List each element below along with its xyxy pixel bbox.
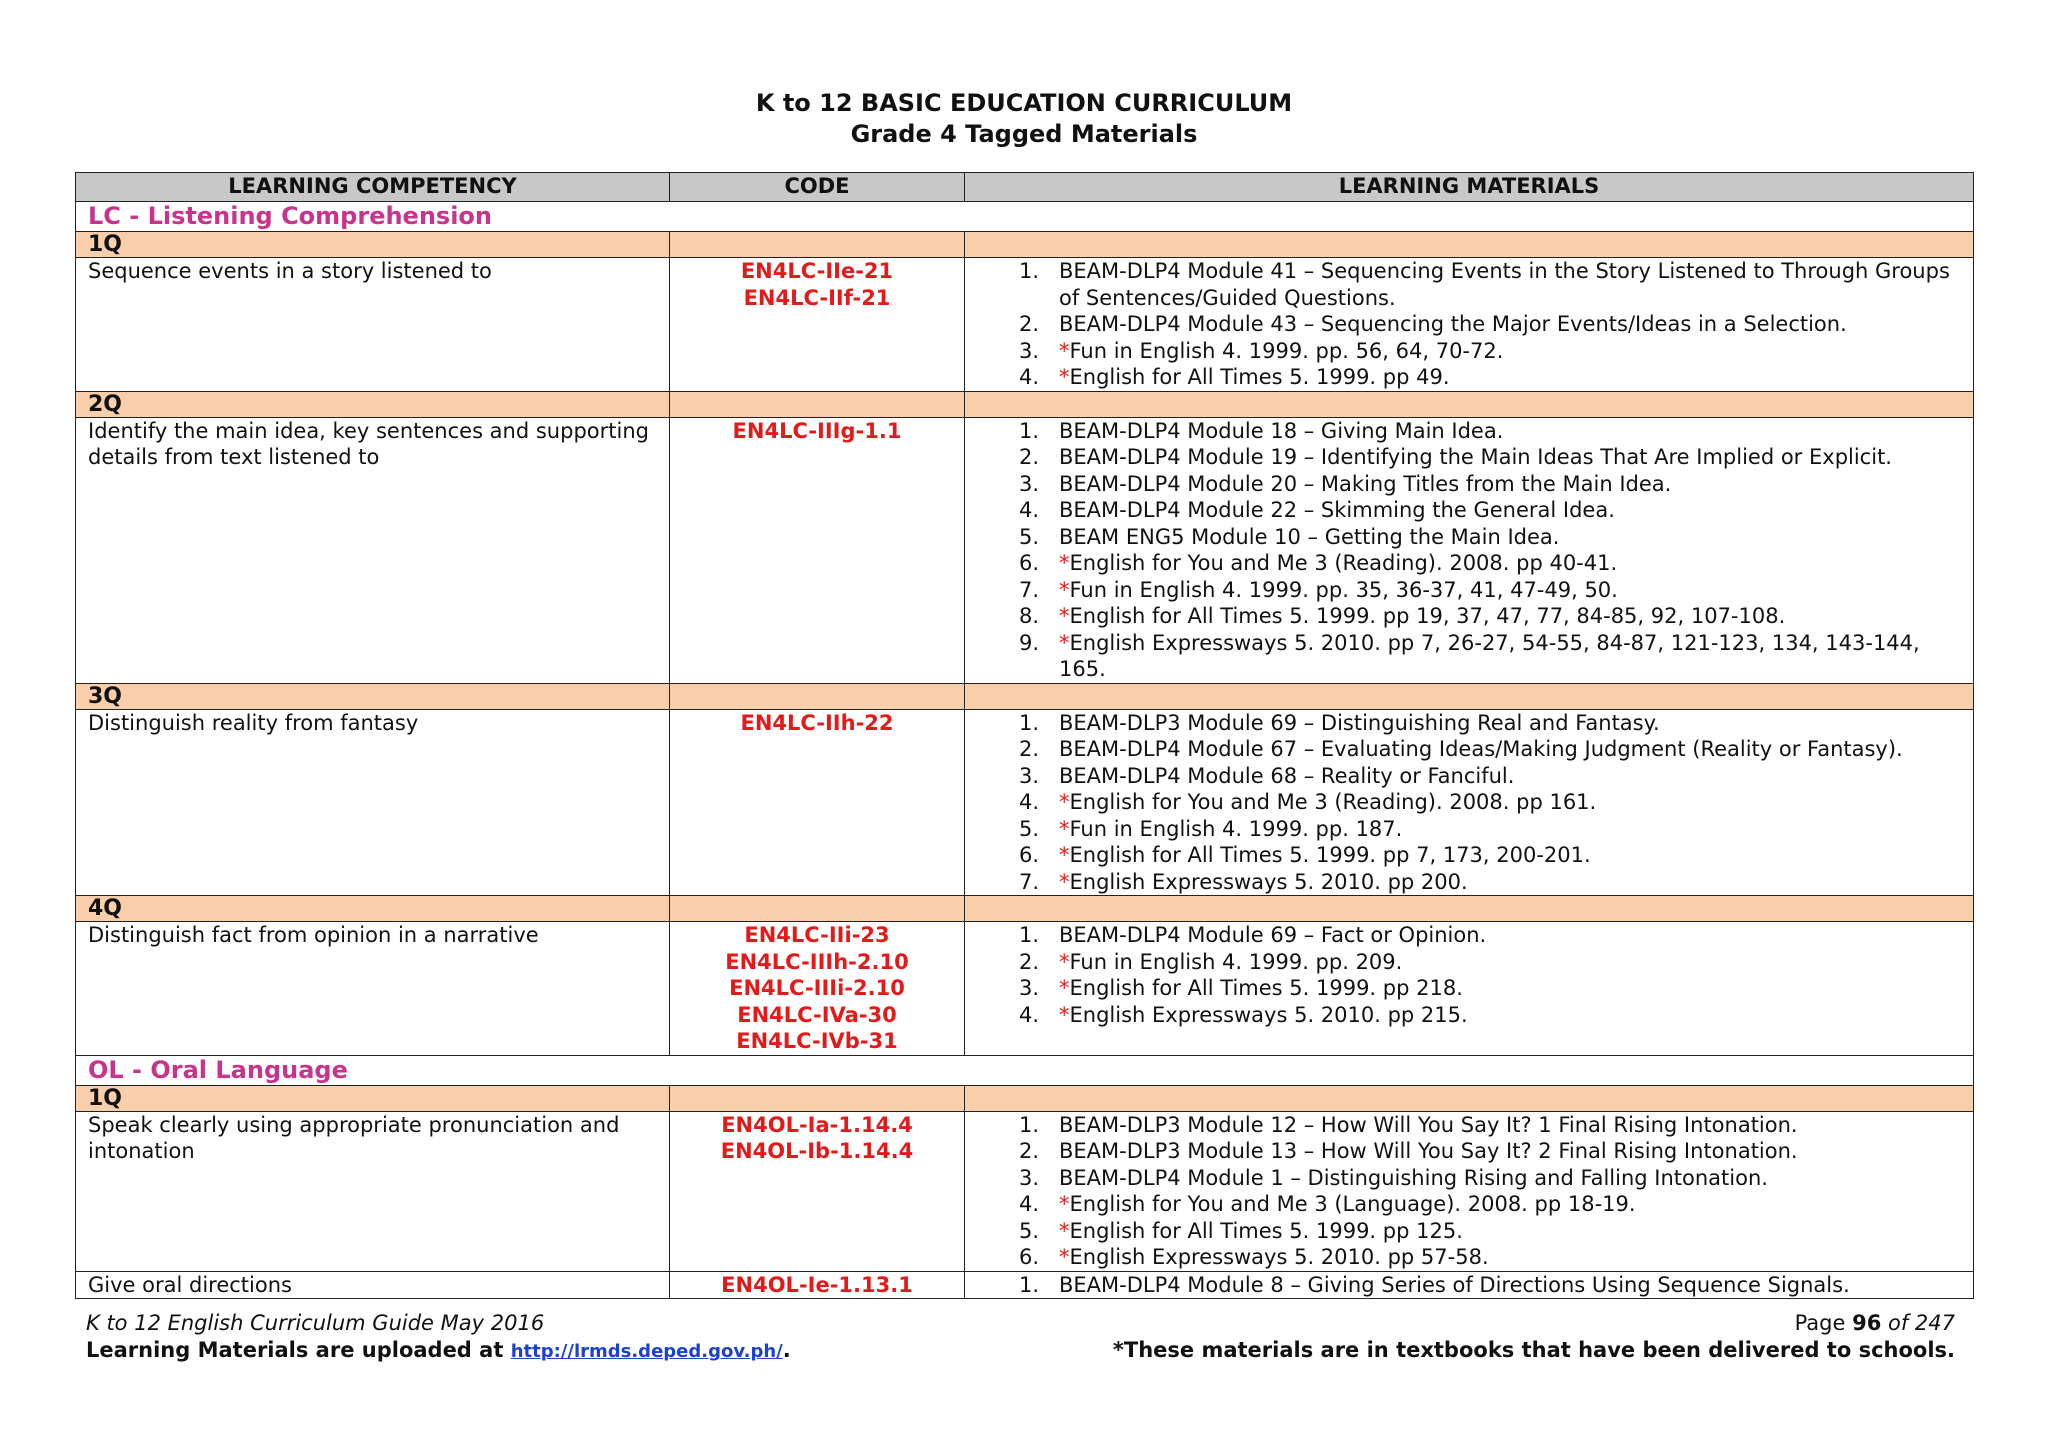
materials-list	[977, 710, 1961, 896]
page-label: Page	[1794, 1311, 1853, 1335]
quarter-row	[76, 896, 1974, 922]
code-cell	[670, 1111, 965, 1271]
table-row	[76, 1111, 1974, 1271]
upload-note-period: .	[782, 1338, 791, 1362]
material-text-wrap	[1059, 710, 1961, 737]
competency-code: EN4LC-IIIg-1.1	[732, 418, 902, 443]
material-text: BEAM-DLP4 Module 69 – Fact or Opinion.	[1059, 923, 1487, 947]
material-item	[977, 1272, 1961, 1299]
guide-label: K to 12 English Curriculum Guide May 2016	[86, 1311, 545, 1335]
material-text: BEAM-DLP4 Module 20 – Making Titles from the Main Idea.	[1059, 471, 1672, 496]
material-number: 2.	[1018, 312, 1039, 336]
material-text: BEAM ENG5 Module 10 – Getting the Main Idea.	[1059, 524, 1560, 549]
table-row	[76, 1271, 1974, 1299]
material-text: English Expressways 5. 2010. pp 57-58.	[1069, 1245, 1489, 1269]
material-text-wrap	[1059, 816, 1961, 843]
competency-code: EN4LC-IIf-21	[743, 285, 891, 310]
asterisk-marker: *	[1059, 1192, 1070, 1216]
competency-code: EN4LC-IIh-22	[740, 710, 894, 735]
competency-code: EN4LC-IVb-31	[736, 1029, 898, 1053]
grade-subtitle: Grade 4 Tagged Materials	[850, 120, 1198, 148]
material-item	[977, 975, 1961, 1002]
material-item	[977, 922, 1961, 949]
quarter-blank-cell	[965, 683, 1974, 709]
materials-cell	[965, 258, 1974, 392]
material-text: BEAM-DLP4 Module 43 – Sequencing the Major Events/Ideas in a Selection.	[1059, 312, 1847, 336]
material-text-wrap	[1059, 922, 1961, 949]
quarter-blank-cell	[670, 232, 965, 258]
asterisk-marker: *	[1059, 869, 1070, 894]
material-text: English for All Times 5. 1999. pp 49.	[1069, 365, 1450, 389]
table-header-row	[76, 173, 1974, 202]
material-text-wrap	[1059, 1244, 1961, 1271]
curriculum-title: K to 12 BASIC EDUCATION CURRICULUM	[755, 89, 1293, 117]
material-number: 1.	[1018, 923, 1039, 947]
competency-code: EN4LC-IIIi-2.10	[729, 976, 905, 1000]
code-cell	[670, 258, 965, 392]
table-row	[76, 922, 1974, 1056]
material-number: 4.	[1018, 790, 1039, 814]
material-number: 1.	[1018, 710, 1039, 735]
material-text: BEAM-DLP4 Module 8 – Giving Series of Directions Using Sequence Signals.	[1059, 1272, 1850, 1297]
material-number: 2.	[1018, 737, 1039, 761]
material-number: 4.	[1018, 1192, 1039, 1216]
material-text: BEAM-DLP4 Module 1 – Distinguishing Rising and Falling Intonation.	[1059, 1165, 1768, 1190]
table-row	[76, 709, 1974, 896]
material-item	[977, 364, 1961, 391]
material-number: 4.	[1018, 1002, 1039, 1027]
asterisk-marker: *	[1059, 1245, 1070, 1269]
material-number: 3.	[1018, 471, 1039, 496]
material-number: 3.	[1018, 976, 1039, 1000]
section-row	[76, 202, 1974, 232]
material-item	[977, 497, 1961, 524]
quarter-label: 1Q	[76, 232, 670, 258]
material-text-wrap	[1059, 736, 1961, 763]
material-number: 4.	[1018, 365, 1039, 389]
material-text: English Expressways 5. 2010. pp 7, 26-27, 54-55, 84-87, 121-123, 134, 143-144, 165.	[1059, 630, 1920, 681]
material-item	[977, 258, 1961, 311]
material-number: 8.	[1018, 604, 1039, 628]
asterisk-marker: *	[1059, 843, 1070, 867]
material-item	[977, 763, 1961, 790]
materials-cell	[965, 1111, 1974, 1271]
material-number: 5.	[1018, 1218, 1039, 1243]
asterisk-marker: *	[1059, 976, 1070, 1000]
material-item	[977, 1244, 1961, 1271]
quarter-row	[76, 391, 1974, 417]
material-item	[977, 816, 1961, 843]
material-text-wrap	[1059, 1218, 1961, 1245]
code-cell	[670, 417, 965, 683]
competency-code: EN4LC-IIIh-2.10	[725, 949, 909, 974]
competency-code: EN4OL-Ib-1.14.4	[720, 1139, 914, 1163]
materials-cell	[965, 709, 1974, 896]
page-total: of 247	[1881, 1311, 1955, 1335]
quarter-row	[76, 683, 1974, 709]
material-number: 9.	[1018, 630, 1039, 655]
material-text: BEAM-DLP4 Module 19 – Identifying the Main Ideas That Are Implied or Explicit.	[1059, 445, 1892, 469]
material-text-wrap	[1059, 869, 1961, 896]
quarter-blank-cell	[670, 391, 965, 417]
material-item	[977, 418, 1961, 445]
asterisk-marker: *	[1059, 338, 1070, 363]
material-text-wrap	[1059, 975, 1961, 1002]
material-text: BEAM-DLP4 Module 41 – Sequencing Events in the Story Listened to Through Groups of Sentences/Guided Questions.	[1059, 259, 1950, 310]
material-text-wrap	[1059, 603, 1961, 630]
materials-list	[977, 922, 1961, 1028]
material-item	[977, 311, 1961, 338]
material-number: 3.	[1018, 1165, 1039, 1190]
quarter-row	[76, 232, 1974, 258]
material-text-wrap	[1059, 1272, 1961, 1299]
material-number: 3.	[1018, 763, 1039, 788]
asterisk-marker: *	[1059, 365, 1070, 389]
competency-cell: Distinguish reality from fantasy	[76, 709, 670, 896]
quarter-label: 4Q	[76, 896, 670, 922]
material-item	[977, 842, 1961, 869]
material-text: English Expressways 5. 2010. pp 215.	[1069, 1002, 1468, 1027]
material-text: Fun in English 4. 1999. pp. 35, 36-37, 41, 47-49, 50.	[1069, 577, 1618, 602]
material-text-wrap	[1059, 630, 1961, 683]
asterisk-marker: *	[1059, 1218, 1070, 1243]
materials-list	[977, 258, 1961, 391]
material-text: English for You and Me 3 (Language). 2008. pp 18-19.	[1069, 1192, 1636, 1216]
material-text-wrap	[1059, 1112, 1961, 1139]
material-item	[977, 1165, 1961, 1192]
material-text: BEAM-DLP3 Module 12 – How Will You Say It? 1 Final Rising Intonation.	[1059, 1112, 1798, 1137]
asterisk-marker: *	[1059, 577, 1070, 602]
quarter-blank-cell	[965, 1085, 1974, 1111]
table-row	[76, 258, 1974, 392]
material-number: 6.	[1018, 843, 1039, 867]
material-text: English for All Times 5. 1999. pp 19, 37, 47, 77, 84-85, 92, 107-108.	[1069, 604, 1786, 628]
material-text: BEAM-DLP3 Module 13 – How Will You Say It? 2 Final Rising Intonation.	[1059, 1139, 1798, 1163]
competency-code: EN4LC-IIe-21	[740, 259, 894, 283]
section-row	[76, 1055, 1974, 1085]
material-text-wrap	[1059, 471, 1961, 498]
materials-list	[977, 1112, 1961, 1271]
material-item	[977, 338, 1961, 365]
material-text-wrap	[1059, 364, 1961, 391]
material-text-wrap	[1059, 842, 1961, 869]
quarter-row	[76, 1085, 1974, 1111]
quarter-label: 2Q	[76, 391, 670, 417]
material-text-wrap	[1059, 524, 1961, 551]
competency-cell: Speak clearly using appropriate pronunciation and intonation	[76, 1111, 670, 1271]
asterisk-marker: *	[1059, 816, 1070, 841]
asterisk-marker: *	[1059, 604, 1070, 628]
quarter-blank-cell	[670, 896, 965, 922]
footer-right	[1113, 1310, 1955, 1364]
material-item	[977, 1112, 1961, 1139]
material-text: BEAM-DLP4 Module 22 – Skimming the General Idea.	[1059, 498, 1615, 522]
material-number: 2.	[1018, 445, 1039, 469]
quarter-blank-cell	[965, 391, 1974, 417]
column-header-code: CODE	[670, 173, 965, 202]
materials-cell	[965, 417, 1974, 683]
material-item	[977, 869, 1961, 896]
material-item	[977, 1191, 1961, 1218]
quarter-label: 3Q	[76, 683, 670, 709]
material-text: BEAM-DLP4 Module 68 – Reality or Fanciful.	[1059, 763, 1515, 788]
asterisk-marker: *	[1059, 551, 1070, 575]
material-number: 7.	[1018, 869, 1039, 894]
material-text: BEAM-DLP3 Module 69 – Distinguishing Real and Fantasy.	[1059, 710, 1660, 735]
quarter-label: 1Q	[76, 1085, 670, 1111]
material-number: 1.	[1018, 1112, 1039, 1137]
material-number: 2.	[1018, 949, 1039, 974]
quarter-blank-cell	[670, 1085, 965, 1111]
upload-note	[86, 1337, 791, 1365]
code-cell	[670, 709, 965, 896]
material-text-wrap	[1059, 577, 1961, 604]
material-item	[977, 1218, 1961, 1245]
competency-code: EN4LC-IIi-23	[744, 923, 890, 947]
material-text-wrap	[1059, 789, 1961, 816]
competency-cell: Distinguish fact from opinion in a narrative	[76, 922, 670, 1056]
material-text-wrap	[1059, 1138, 1961, 1165]
asterisk-marker: *	[1059, 630, 1070, 655]
material-text: English for All Times 5. 1999. pp 125.	[1069, 1218, 1463, 1243]
material-text: English for All Times 5. 1999. pp 218.	[1069, 976, 1463, 1000]
code-cell	[670, 922, 965, 1056]
material-item	[977, 1138, 1961, 1165]
table-row	[76, 417, 1974, 683]
section-title: OL - Oral Language	[76, 1055, 1974, 1085]
material-text-wrap	[1059, 497, 1961, 524]
material-text-wrap	[1059, 949, 1961, 976]
code-cell	[670, 1271, 965, 1299]
page-title	[0, 88, 2048, 150]
material-number: 5.	[1018, 816, 1039, 841]
material-text: Fun in English 4. 1999. pp. 209.	[1069, 949, 1403, 974]
material-item	[977, 603, 1961, 630]
material-number: 1.	[1018, 1272, 1039, 1297]
textbook-note: *These materials are in textbooks that have been delivered to schools.	[1112, 1338, 1955, 1362]
column-header-materials: LEARNING MATERIALS	[965, 173, 1974, 202]
asterisk-marker: *	[1059, 1002, 1070, 1027]
competency-code: EN4LC-IVa-30	[737, 1002, 897, 1027]
material-number: 2.	[1018, 1139, 1039, 1163]
page-current: 96	[1852, 1311, 1882, 1335]
quarter-blank-cell	[670, 683, 965, 709]
material-number: 6.	[1018, 1245, 1039, 1269]
material-item	[977, 736, 1961, 763]
material-item	[977, 444, 1961, 471]
table-body	[76, 202, 1974, 1299]
material-item	[977, 789, 1961, 816]
material-text-wrap	[1059, 258, 1961, 311]
material-text: English for You and Me 3 (Reading). 2008. pp 40-41.	[1069, 551, 1618, 575]
material-item	[977, 630, 1961, 683]
material-text: English Expressways 5. 2010. pp 200.	[1069, 869, 1468, 894]
asterisk-marker: *	[1059, 790, 1070, 814]
material-text-wrap	[1059, 1191, 1961, 1218]
competency-code: EN4OL-Ia-1.14.4	[721, 1112, 913, 1137]
material-number: 4.	[1018, 498, 1039, 522]
material-item	[977, 577, 1961, 604]
materials-list	[977, 418, 1961, 683]
material-number: 7.	[1018, 577, 1039, 602]
upload-note-text: Learning Materials are uploaded at	[86, 1338, 511, 1362]
material-text-wrap	[1059, 763, 1961, 790]
competency-cell: Sequence events in a story listened to	[76, 258, 670, 392]
competency-cell: Give oral directions	[76, 1271, 670, 1299]
asterisk-marker: *	[1059, 949, 1070, 974]
materials-cell	[965, 922, 1974, 1056]
material-text: English for All Times 5. 1999. pp 7, 173, 200-201.	[1069, 843, 1591, 867]
material-text: BEAM-DLP4 Module 67 – Evaluating Ideas/Making Judgment (Reality or Fantasy).	[1059, 737, 1903, 761]
page-number	[1113, 1310, 1955, 1337]
competency-table	[75, 172, 1974, 1299]
material-text-wrap	[1059, 311, 1961, 338]
competency-code: EN4OL-Ie-1.13.1	[721, 1272, 913, 1297]
lrmds-link[interactable]: http://lrmds.deped.gov.ph/	[510, 1341, 783, 1362]
material-text: English for You and Me 3 (Reading). 2008. pp 161.	[1069, 790, 1597, 814]
material-text-wrap	[1059, 1165, 1961, 1192]
competency-cell: Identify the main idea, key sentences and supporting details from text listened to	[76, 417, 670, 683]
section-title: LC - Listening Comprehension	[76, 202, 1974, 232]
quarter-blank-cell	[965, 232, 1974, 258]
column-header-competency: LEARNING COMPETENCY	[76, 173, 670, 202]
material-text-wrap	[1059, 444, 1961, 471]
material-number: 3.	[1018, 338, 1039, 363]
material-item	[977, 710, 1961, 737]
materials-list	[977, 1272, 1961, 1299]
material-number: 6.	[1018, 551, 1039, 575]
material-number: 1.	[1018, 259, 1039, 283]
material-text: BEAM-DLP4 Module 18 – Giving Main Idea.	[1059, 418, 1504, 443]
material-text-wrap	[1059, 550, 1961, 577]
material-item	[977, 471, 1961, 498]
material-number: 1.	[1018, 418, 1039, 443]
materials-cell	[965, 1271, 1974, 1299]
material-item	[977, 524, 1961, 551]
material-text: Fun in English 4. 1999. pp. 56, 64, 70-72.	[1069, 338, 1504, 363]
material-number: 5.	[1018, 524, 1039, 549]
material-item	[977, 550, 1961, 577]
material-item	[977, 1002, 1961, 1029]
material-text-wrap	[1059, 338, 1961, 365]
material-text-wrap	[1059, 418, 1961, 445]
quarter-blank-cell	[965, 896, 1974, 922]
material-text-wrap	[1059, 1002, 1961, 1029]
material-text: Fun in English 4. 1999. pp. 187.	[1069, 816, 1403, 841]
footer-left	[86, 1310, 791, 1365]
material-item	[977, 949, 1961, 976]
